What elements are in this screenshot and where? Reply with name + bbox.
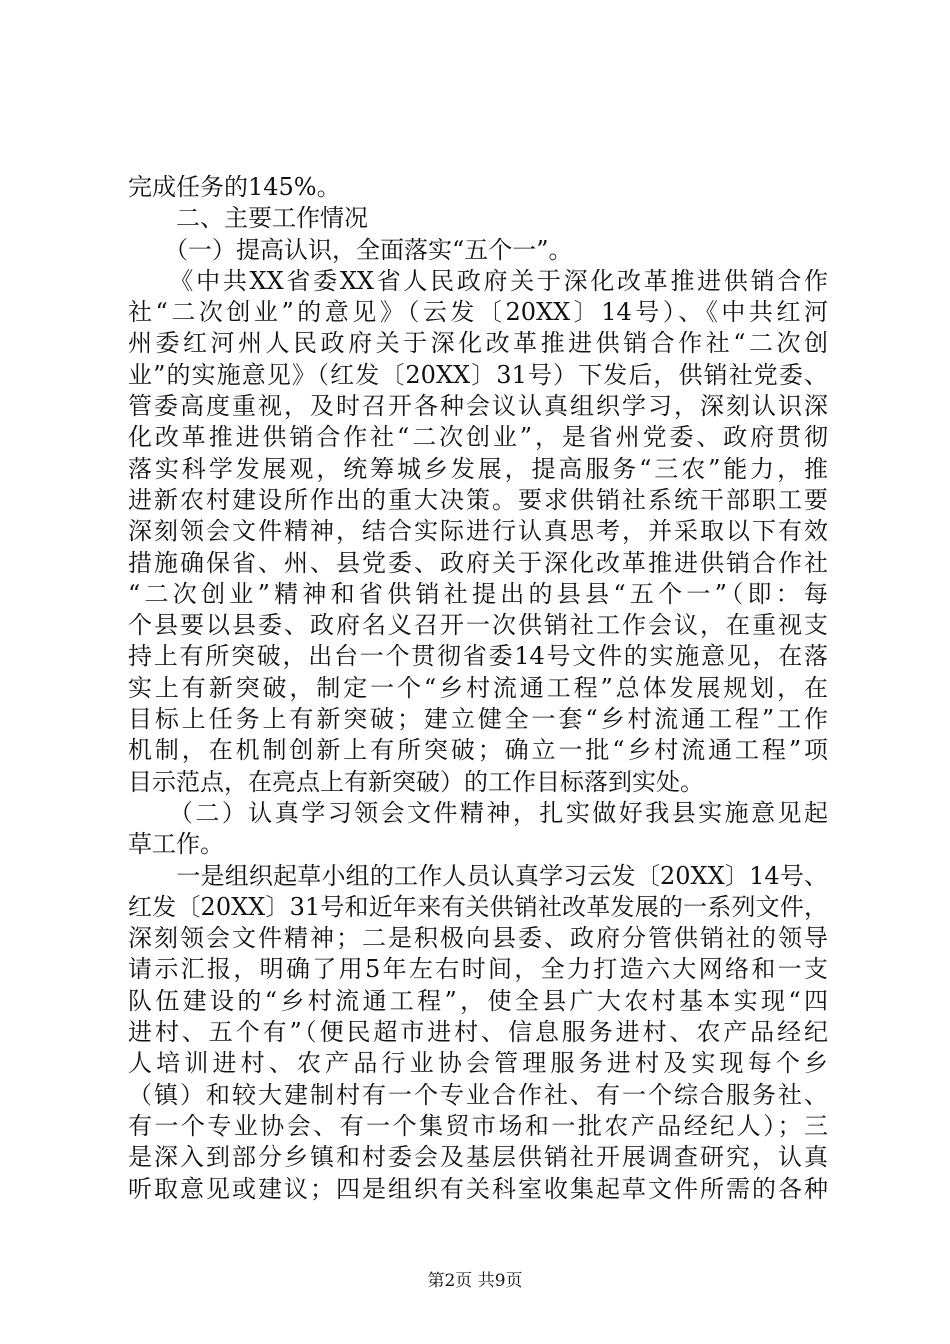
text-line: 有一个专业协会、有一个集贸市场和一批农产品经纪人）；三: [128, 1111, 828, 1140]
subsection-heading: （二）认真学习领会文件精神，扎实做好我县实施意见起: [128, 798, 828, 827]
text-line: 业”的实施意见》（红发〔20XX〕31号）下发后，供销社党委、: [128, 360, 828, 389]
text-line: 深刻领会文件精神；二是积极向县委、政府分管供销社的领导: [128, 924, 828, 953]
text-line: 持上有所突破，出台一个贯彻省委14号文件的实施意见，在落: [128, 642, 828, 671]
page-number-footer: 第2页 共9页: [427, 1271, 523, 1291]
text-line: 机制，在机制创新上有所突破；确立一批“乡村流通工程”项: [128, 736, 828, 765]
text-line: 请示汇报，明确了用5年左右时间，全力打造六大网络和一支: [128, 955, 828, 984]
text-line: 深刻领会文件精神，结合实际进行认真思考，并采取以下有效: [128, 517, 828, 546]
section-heading: 二、主要工作情况: [128, 204, 368, 233]
text-line: 措施确保省、州、县党委、政府关于深化改革推进供销合作社: [128, 548, 828, 577]
text-line: 个县要以县委、政府名义召开一次供销社工作会议，在重视支: [128, 611, 828, 640]
text-line: 实上有新突破，制定一个“乡村流通工程”总体发展规划，在: [128, 673, 828, 702]
text-line: 队伍建设的“乡村流通工程”，使全县广大农村基本实现“四: [128, 986, 828, 1015]
text-line: （镇）和较大建制村有一个专业合作社、有一个综合服务社、: [128, 1080, 828, 1109]
text-line: 《中共XX省委XX省人民政府关于深化改革推进供销合作: [128, 266, 828, 295]
text-line: 人培训进村、农产品行业协会管理服务进村及实现每个乡: [128, 1049, 828, 1078]
text-line: 听取意见或建议；四是组织有关科室收集起草文件所需的各种: [128, 1174, 828, 1203]
text-line: 完成任务的145%。: [128, 173, 341, 201]
text-line: 是深入到部分乡镇和村委会及基层供销社开展调查研究，认真: [128, 1143, 828, 1172]
text-line: 目标上任务上有新突破；建立健全一套“乡村流通工程”工作: [128, 705, 828, 734]
subsection-heading: （一）提高认识，全面落实“五个一”。: [128, 235, 573, 264]
text-line: “二次创业”精神和省供销社提出的县县“五个一”（即：每: [128, 579, 828, 608]
text-line: 社“二次创业”的意见》（云发〔20XX〕14号）、《中共红河: [128, 298, 828, 327]
text-line: 落实科学发展观，统筹城乡发展，提高服务“三农”能力，推: [128, 454, 828, 483]
text-line: 州委红河州人民政府关于深化改革推进供销合作社“二次创: [128, 329, 828, 358]
text-line: 化改革推进供销合作社“二次创业”，是省州党委、政府贯彻: [128, 423, 828, 452]
text-line: 红发〔20XX〕31号和近年来有关供销社改革发展的一系列文件，: [128, 892, 828, 921]
text-line: 进村、五个有”（便民超市进村、信息服务进村、农产品经纪: [128, 1018, 828, 1047]
text-line: 进新农村建设所作出的重大决策。要求供销社系统干部职工要: [128, 485, 828, 514]
document-body: [128, 172, 828, 1205]
subsection-heading-cont: 草工作。: [128, 830, 224, 859]
text-line: 一是组织起草小组的工作人员认真学习云发〔20XX〕14号、: [128, 861, 828, 890]
text-line: 目示范点，在亮点上有新突破）的工作目标落到实处。: [128, 767, 704, 796]
text-line: 管委高度重视，及时召开各种会议认真组织学习，深刻认识深: [128, 392, 828, 421]
